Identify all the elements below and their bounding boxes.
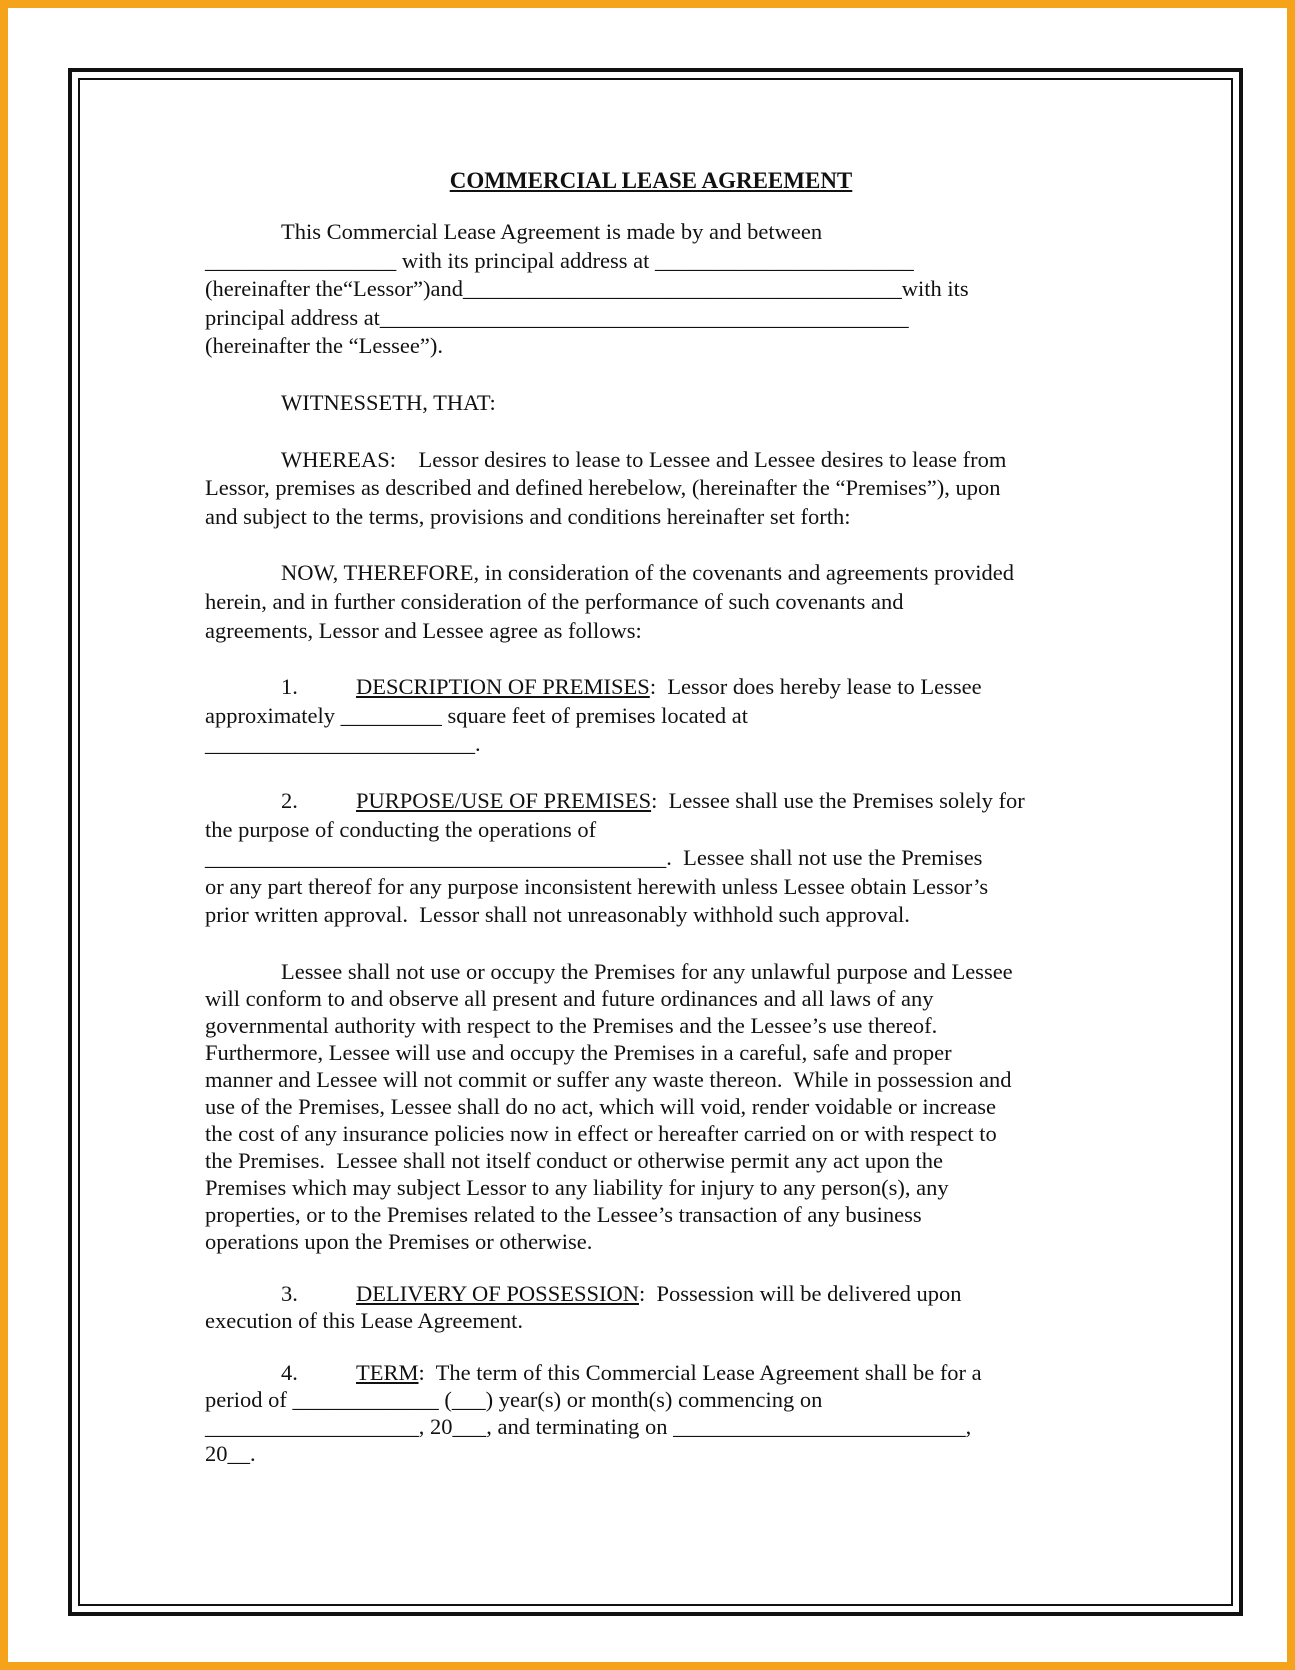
section-1-line: approximately _________ square feet of premises located at [205,702,748,728]
section-2-line: _________________________________________. Lessee shall not use the Premises [205,845,983,871]
now-therefore-paragraph [205,559,1105,645]
section-3-line: execution of this Lease Agreement. [205,1307,524,1333]
whereas-line: Lessor, premises as described and defined herebelow, (hereinafter the “Premises”), upon [205,475,1001,501]
intro-line: (hereinafter the“Lessor”)and_______________________________________with its [205,276,969,302]
lessee-use-line: Furthermore, Lessee will use and occupy the Premises in a careful, safe and proper [205,1039,952,1065]
lessee-use-line: Premises which may subject Lessor to any liability for injury to any person(s), any [205,1174,949,1200]
section-1-text: : Lessor does hereby lease to Lessee [649,674,982,700]
section-3-heading: DELIVERY OF POSSESSION [356,1280,639,1306]
section-2-line [205,787,1105,816]
section-1-heading: DESCRIPTION OF PREMISES [356,674,650,700]
section-2-heading: PURPOSE/USE OF PREMISES [356,787,652,813]
intro-line: This Commercial Lease Agreement is made by and between [281,219,823,244]
document-title: COMMERCIAL LEASE AGREEMENT [449,168,853,193]
lessee-use-line: Lessee shall not use or occupy the Premises for any unlawful purpose and Lessee [281,958,1013,984]
intro-line: _________________ with its principal address at _______________________ [205,247,914,273]
section-4-text: : The term of this Commercial Lease Agreement shall be for a [418,1359,982,1385]
section-4-heading: TERM [356,1359,419,1385]
section-2-line: prior written approval. Lessor shall not unreasonably withhold such approval. [205,902,910,928]
section-3-line [205,1280,1105,1307]
lessee-use-line: manner and Lessee will not commit or suffer any waste thereon. While in possession and [205,1066,1012,1092]
section-1-paragraph [205,673,1105,759]
section-3-text: : Possession will be delivered upon [638,1280,962,1306]
section-4-paragraph [205,1359,1105,1467]
whereas-line: and subject to the terms, provisions and conditions hereinafter set forth: [205,503,851,529]
section-4-line: 20__. [205,1440,256,1466]
section-2-paragraph [205,787,1105,930]
lessee-use-paragraph [205,958,1105,1255]
section-1-number: 1. [281,674,298,700]
section-2-line: or any part thereof for any purpose inconsistent herewith unless Lessee obtain Lessor’s [205,873,989,899]
witnesseth-paragraph: WITNESSETH, THAT: [281,389,496,415]
intro-line: principal address at_______________________________________________ [205,304,909,330]
section-2-number: 2. [281,787,298,813]
lessee-use-line: operations upon the Premises or otherwise. [205,1228,593,1254]
whereas-paragraph [205,446,1105,532]
section-3-paragraph [205,1280,1105,1334]
section-4-line: ___________________, 20___, and terminating on __________________________, [205,1413,972,1439]
lessee-use-line: the cost of any insurance policies now in effect or hereafter carried on or with respect to [205,1120,997,1146]
intro-paragraph [205,218,1105,361]
now-therefore-line: herein, and in further consideration of the performance of such covenants and [205,588,904,614]
lessee-use-line: will conform to and observe all present and future ordinances and all laws of any [205,985,934,1011]
section-1-line [205,673,1105,702]
now-therefore-line: NOW, THEREFORE, in consideration of the covenants and agreements provided [281,560,1014,586]
lessee-use-line: governmental authority with respect to the Premises and the Lessee’s use thereof. [205,1012,938,1038]
section-4-line [205,1359,1105,1386]
section-1-line: ________________________. [205,731,481,757]
now-therefore-line: agreements, Lessor and Lessee agree as follows: [205,617,642,643]
section-4-line: period of _____________ (___) year(s) or month(s) commencing on [205,1386,823,1412]
lessee-use-line: use of the Premises, Lessee shall do no act, which will void, render voidable or increase [205,1093,997,1119]
document-body [205,166,1105,1467]
lessee-use-line: properties, or to the Premises related to the Lessee’s transaction of any business [205,1201,922,1227]
section-4-number: 4. [281,1359,298,1385]
lessee-use-line: the Premises. Lessee shall not itself conduct or otherwise permit any act upon the [205,1147,943,1173]
section-2-line: the purpose of conducting the operations of [205,816,597,842]
section-3-number: 3. [281,1280,298,1306]
intro-line: (hereinafter the “Lessee”). [205,333,443,359]
whereas-line: WHEREAS: Lessor desires to lease to Lessee and Lessee desires to lease from [281,446,1007,472]
section-2-text: : Lessee shall use the Premises solely for [651,787,1025,813]
